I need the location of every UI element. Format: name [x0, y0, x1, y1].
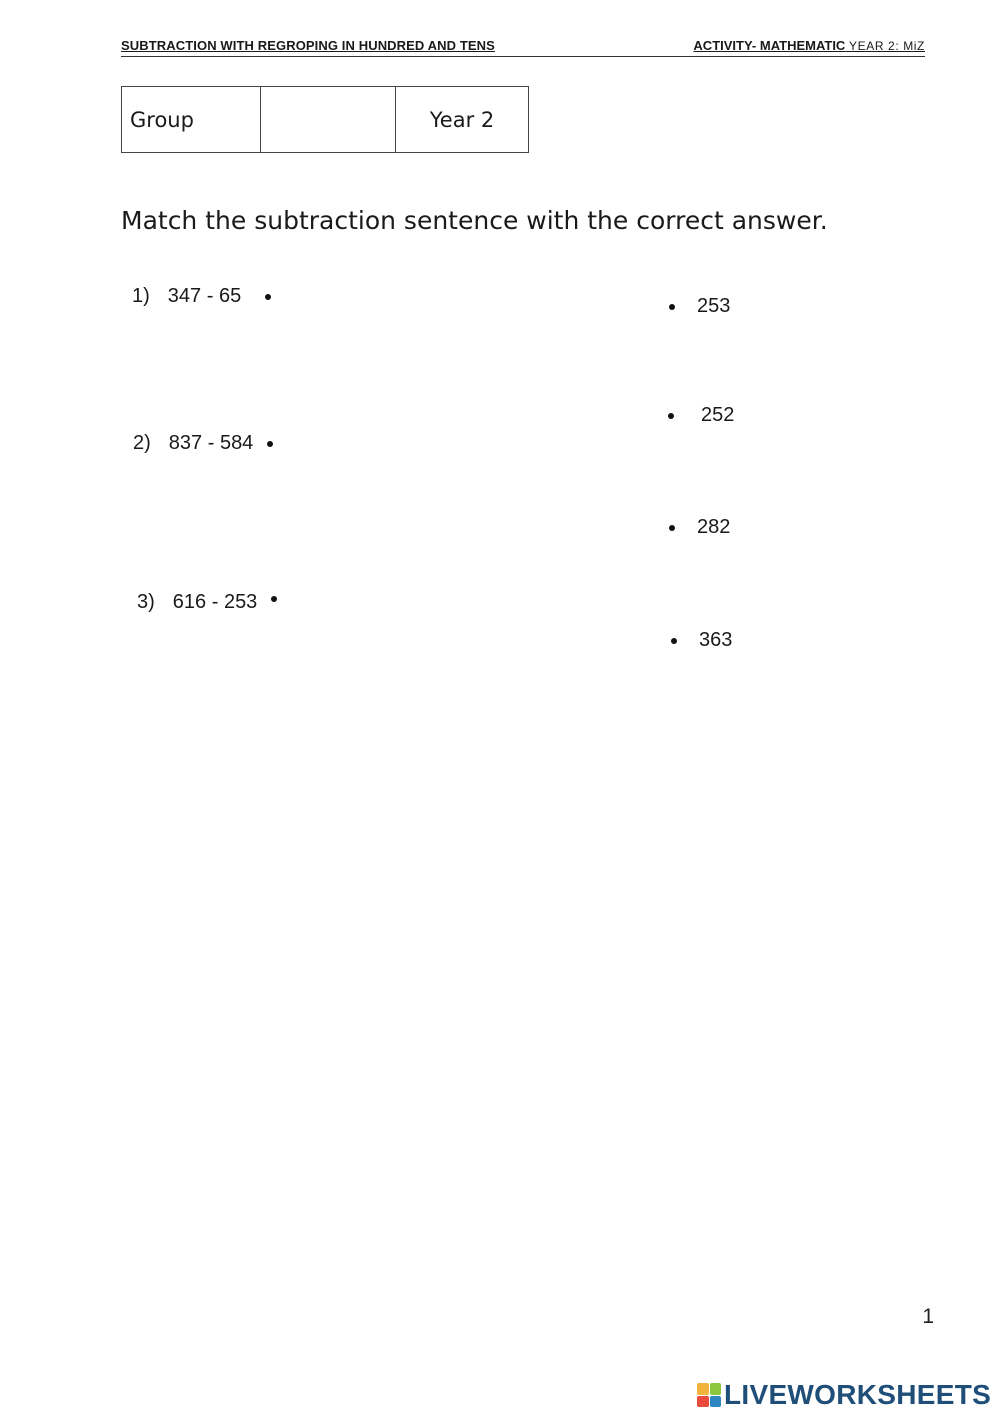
- logo-square-4: [710, 1396, 722, 1408]
- question-number: 3): [137, 591, 155, 613]
- answer-1: [669, 295, 730, 318]
- answer-value: 253: [697, 295, 731, 317]
- question-1: [132, 285, 271, 308]
- answer-4: [671, 629, 732, 652]
- question-3-dot[interactable]: [271, 596, 277, 602]
- answer-value: 282: [697, 516, 731, 538]
- logo-square-2: [710, 1383, 722, 1395]
- group-label: Group: [122, 87, 261, 153]
- question-2-dot[interactable]: [267, 441, 273, 447]
- page-header: [121, 38, 925, 57]
- year-label: YEAR 2: MiZ: [845, 39, 925, 53]
- answer-2-dot[interactable]: [668, 413, 674, 419]
- question-2: [133, 432, 273, 455]
- question-number: 1): [132, 285, 150, 307]
- year-cell: Year 2: [396, 87, 529, 153]
- worksheet-activity: [693, 38, 925, 53]
- question-expression: 616 - 253: [172, 591, 258, 613]
- question-3: [137, 591, 277, 614]
- logo-square-3: [697, 1396, 709, 1408]
- activity-label: ACTIVITY- MATHEMATIC: [693, 38, 846, 53]
- question-1-dot[interactable]: [265, 294, 271, 300]
- info-table: [121, 86, 529, 153]
- answer-2: [668, 404, 734, 427]
- question-expression: 347 - 65: [167, 285, 242, 307]
- answer-3-dot[interactable]: [669, 525, 675, 531]
- answer-4-dot[interactable]: [671, 638, 677, 644]
- question-number: 2): [133, 432, 151, 454]
- question-expression: 837 - 584: [168, 432, 254, 454]
- logo-square-1: [697, 1383, 709, 1395]
- answer-value: 252: [701, 404, 735, 426]
- answer-value: 363: [699, 629, 733, 651]
- brand-name: LIVEWORKSHEETS: [724, 1379, 992, 1410]
- answer-3: [669, 516, 730, 539]
- liveworksheets-brand: [697, 1378, 991, 1412]
- answer-1-dot[interactable]: [669, 304, 675, 310]
- worksheet-topic: SUBTRACTION WITH REGROPING IN HUNDRED AND TENS: [121, 38, 495, 53]
- page-number: 1: [922, 1305, 934, 1328]
- group-value-field[interactable]: [261, 87, 396, 153]
- liveworksheets-logo-icon: [697, 1383, 721, 1407]
- instruction-text: Match the subtraction sentence with the correct answer.: [121, 206, 828, 235]
